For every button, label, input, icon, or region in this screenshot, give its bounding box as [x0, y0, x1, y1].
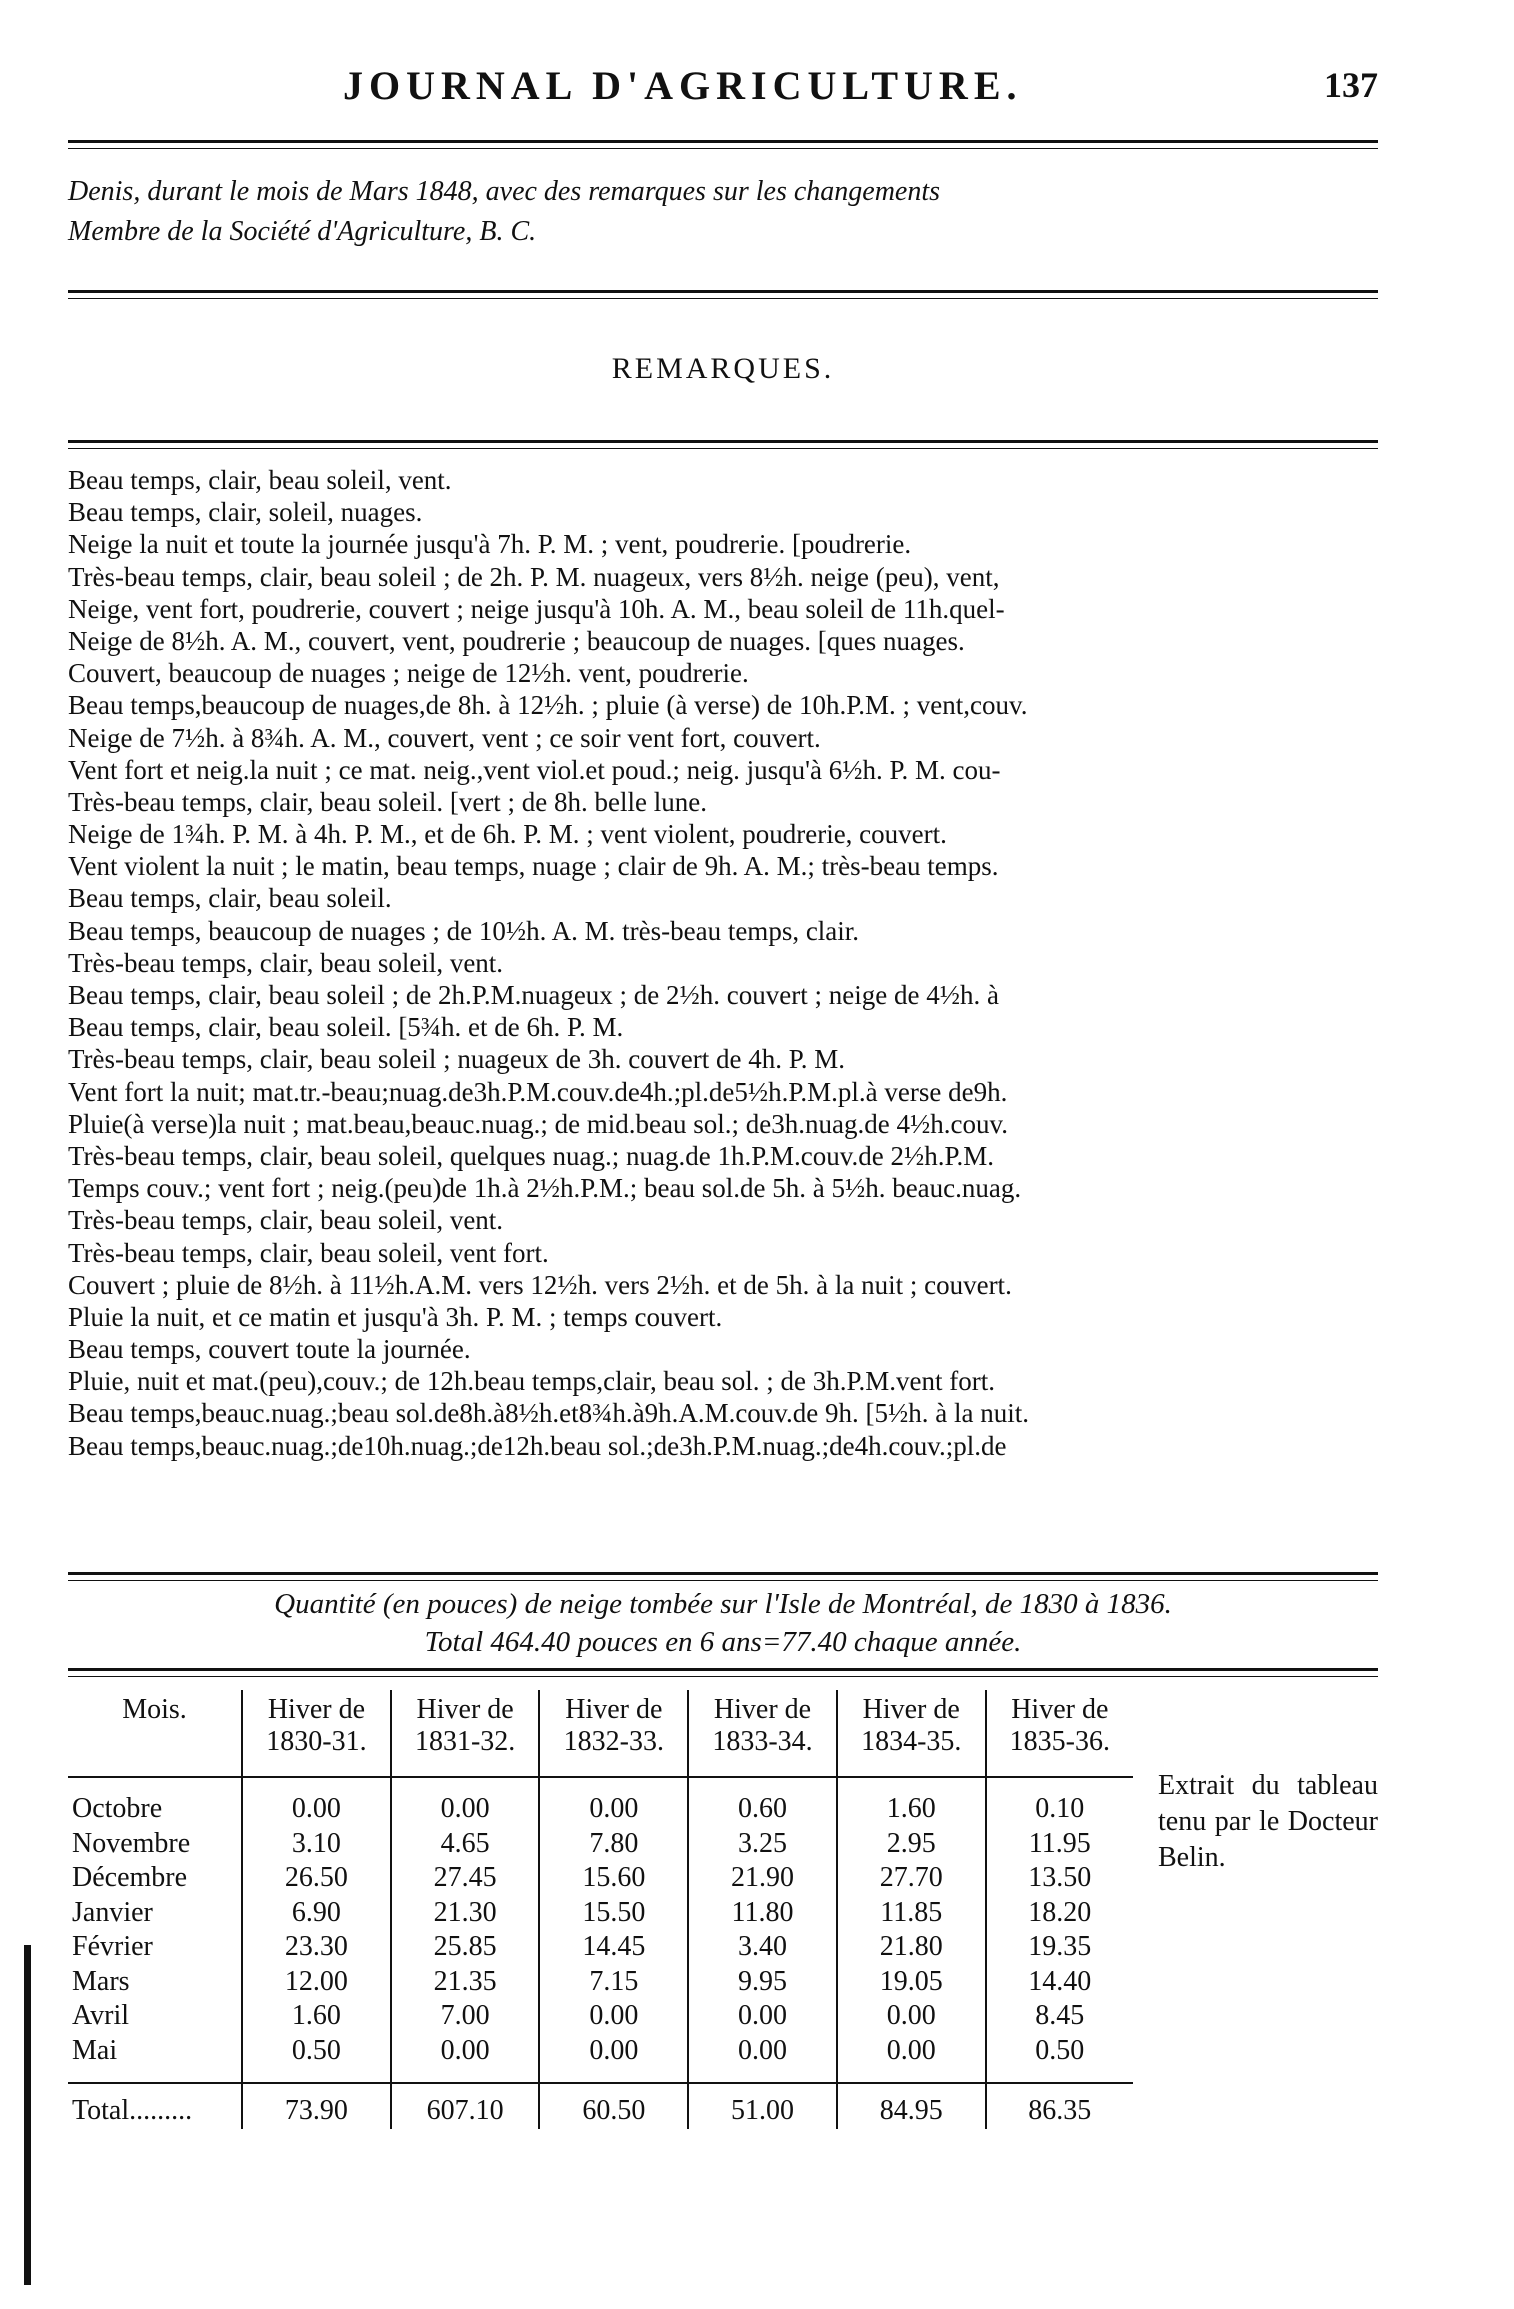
remark-line: Pluie, nuit et mat.(peu),couv.; de 12h.beau temps,clair, beau sol. ; de 3h.P.M.vent fort.: [68, 1366, 995, 1397]
snow-value-cell: 0.60: [688, 1777, 837, 1827]
remark-line: Neige de 8½h. A. M., couvert, vent, poudrerie ; beaucoup de nuages. [ques nuages.: [68, 625, 965, 656]
table-row: [68, 1930, 1133, 1965]
winter-header-label: Hiver de: [1011, 1694, 1109, 1725]
remark-line: Beau temps, clair, beau soleil, vent.: [68, 465, 452, 495]
remarques-heading: REMARQUES.: [611, 352, 835, 385]
snow-value-cell: 0.00: [539, 1999, 688, 2034]
journal-title: JOURNAL D'AGRICULTURE.: [343, 63, 1023, 108]
snow-value-cell: 0.00: [688, 2034, 837, 2084]
subtitle-line-1: Denis, durant le mois de Mars 1848, avec des remarques sur les changements: [68, 176, 941, 207]
month-header: Mois.: [68, 1690, 242, 1777]
remark-line: Couvert, beaucoup de nuages ; neige de 12½h. vent, poudrerie.: [68, 658, 749, 689]
snow-table: [68, 1690, 1133, 2129]
total-row: [68, 2083, 1133, 2129]
snow-value-cell: 0.00: [539, 2034, 688, 2084]
total-value-cell: 51.00: [688, 2083, 837, 2129]
winter-header-years: 1833-34.: [712, 1726, 813, 1757]
snow-value-cell: 7.15: [539, 1965, 688, 2000]
snow-value-cell: 0.00: [539, 1777, 688, 1827]
snow-value-cell: 25.85: [391, 1930, 540, 1965]
table-row: [68, 1999, 1133, 2034]
remark-line: Neige de 7½h. à 8¾h. A. M., couvert, vent ; ce soir vent fort, couvert.: [68, 722, 821, 753]
snow-value-cell: 0.00: [391, 2034, 540, 2084]
page-number: 137: [1324, 65, 1378, 105]
snow-value-cell: 1.60: [242, 1999, 391, 2034]
snow-value-cell: 19.35: [986, 1930, 1133, 1965]
month-cell: Février: [72, 1931, 153, 1962]
winter-column-header: [837, 1690, 986, 1777]
table-top-rule: [68, 1668, 1378, 1677]
remark-line: Neige de 1¾h. P. M. à 4h. P. M., et de 6h. P. M. ; vent violent, poudrerie, couvert.: [68, 819, 947, 850]
remark-line: Pluie(à verse)la nuit ; mat.beau,beauc.nuag.; de mid.beau sol.; de3h.nuag.de 4½h.couv.: [68, 1108, 1008, 1139]
snow-value-cell: 0.50: [242, 2034, 391, 2084]
winter-header-label: Hiver de: [565, 1694, 663, 1725]
snow-value-cell: 4.65: [391, 1827, 540, 1862]
total-value-cell: 607.10: [391, 2083, 540, 2129]
snow-value-cell: 3.25: [688, 1827, 837, 1862]
snow-value-cell: 3.40: [688, 1930, 837, 1965]
snow-value-cell: 13.50: [986, 1861, 1133, 1896]
winter-header-label: Hiver de: [862, 1694, 960, 1725]
remark-line: Vent fort la nuit; mat.tr.-beau;nuag.de3h.P.M.couv.de4h.;pl.de5½h.P.M.pl.à verse de9h.: [68, 1076, 1008, 1107]
subtitle-rule: [68, 290, 1378, 299]
month-cell: Janvier: [72, 1896, 153, 1928]
snow-value-cell: 21.80: [837, 1930, 986, 1965]
snow-value-cell: 21.30: [391, 1896, 540, 1931]
snow-table-body: [68, 1777, 1133, 2129]
snow-value-cell: 27.70: [837, 1861, 986, 1896]
winter-header-label: Hiver de: [416, 1694, 514, 1725]
winter-column-header: [986, 1690, 1133, 1777]
remark-line: Couvert ; pluie de 8½h. à 11½h.A.M. vers 12½h. vers 2½h. et de 5h. à la nuit ; couvert.: [68, 1269, 1012, 1300]
winter-header-years: 1830-31.: [266, 1726, 367, 1757]
remarques-rule: [68, 440, 1378, 449]
snow-value-cell: 6.90: [242, 1896, 391, 1931]
snow-value-cell: 0.00: [837, 1999, 986, 2034]
month-cell: Novembre: [72, 1827, 191, 1859]
remark-line: Beau temps,beauc.nuag.;beau sol.de8h.à8½h.et8¾h.à9h.A.M.couv.de 9h. [5½h. à la nuit.: [68, 1398, 1030, 1429]
remark-line: Beau temps, clair, beau soleil ; de 2h.P.M.nuageux ; de 2½h. couvert ; neige de 4½h. à: [68, 980, 999, 1010]
snow-value-cell: 2.95: [837, 1827, 986, 1862]
month-cell: Mai: [72, 2034, 118, 2066]
remark-line: Très-beau temps, clair, beau soleil, vent.: [68, 947, 504, 978]
remark-line: Temps couv.; vent fort ; neig.(peu)de 1h.à 2½h.P.M.; beau sol.de 5h. à 5½h. beauc.nuag.: [68, 1173, 1022, 1204]
snow-value-cell: 7.80: [539, 1827, 688, 1862]
header-rule: [68, 140, 1378, 149]
snow-value-cell: 26.50: [242, 1861, 391, 1896]
running-header: [68, 62, 1378, 112]
total-value-cell: 73.90: [242, 2083, 391, 2129]
remark-line: Très-beau temps, clair, beau soleil, vent.: [68, 1205, 504, 1236]
remark-line: Beau temps, couvert toute la journée.: [68, 1334, 471, 1365]
snow-value-cell: 3.10: [242, 1827, 391, 1862]
table-row: [68, 2034, 1133, 2084]
snow-value-cell: 11.85: [837, 1896, 986, 1931]
table-row: [68, 1896, 1133, 1931]
remark-line: Très-beau temps, clair, beau soleil ; nuageux de 3h. couvert de 4h. P. M.: [68, 1044, 846, 1075]
snow-value-cell: 8.45: [986, 1999, 1133, 2034]
winter-header-years: 1834-35.: [861, 1726, 962, 1757]
snow-value-cell: 11.95: [986, 1827, 1133, 1862]
snow-value-cell: 9.95: [688, 1965, 837, 2000]
snow-value-cell: 11.80: [688, 1896, 837, 1931]
winter-header-years: 1832-33.: [563, 1726, 664, 1757]
total-label: Total.........: [68, 2083, 242, 2129]
table-row: [68, 1777, 1133, 1827]
winter-column-header: [539, 1690, 688, 1777]
remarks-end-rule: [68, 1572, 1378, 1581]
snow-value-cell: 21.35: [391, 1965, 540, 2000]
remark-line: Très-beau temps, clair, beau soleil, quelques nuag.; nuag.de 1h.P.M.couv.de 2½h.P.M.: [68, 1140, 995, 1171]
snow-value-cell: 19.05: [837, 1965, 986, 2000]
month-cell: Décembre: [72, 1862, 188, 1893]
snow-value-cell: 0.00: [837, 2034, 986, 2084]
snow-value-cell: 14.45: [539, 1930, 688, 1965]
table-row: [68, 1827, 1133, 1862]
snow-value-cell: 1.60: [837, 1777, 986, 1827]
total-value-cell: 84.95: [837, 2083, 986, 2129]
snow-value-cell: 18.20: [986, 1896, 1133, 1931]
snow-value-cell: 12.00: [242, 1965, 391, 2000]
month-cell: Mars: [72, 1965, 130, 1997]
remark-line: Beau temps, beaucoup de nuages ; de 10½h. A. M. très-beau temps, clair.: [68, 915, 860, 946]
margin-mark: [24, 1945, 31, 2285]
remark-line: Neige, vent fort, poudrerie, couvert ; neige jusqu'à 10h. A. M., beau soleil de 11h.quel-: [68, 593, 1005, 624]
snow-value-cell: 15.60: [539, 1861, 688, 1896]
remarks-list: [68, 464, 1388, 1462]
total-value-cell: 86.35: [986, 2083, 1133, 2129]
snow-value-cell: 14.40: [986, 1965, 1133, 2000]
table-row: [68, 1965, 1133, 2000]
winter-header-label: Hiver de: [267, 1694, 365, 1725]
remark-line: Pluie la nuit, et ce matin et jusqu'à 3h. P. M. ; temps couvert.: [68, 1301, 723, 1332]
month-cell: Avril: [72, 2000, 130, 2031]
snow-value-cell: 21.90: [688, 1861, 837, 1896]
month-cell: Octobre: [72, 1793, 163, 1824]
extract-note: Extrait du tableau tenu par le Docteur Belin.: [1158, 1770, 1378, 1873]
remark-line: Très-beau temps, clair, beau soleil. [vert ; de 8h. belle lune.: [68, 786, 707, 817]
winter-column-header: [688, 1690, 837, 1777]
snow-value-cell: 0.00: [242, 1777, 391, 1827]
winter-column-header: [242, 1690, 391, 1777]
journal-page: [68, 0, 1378, 2309]
snow-value-cell: 15.50: [539, 1896, 688, 1931]
winter-header-years: 1831-32.: [414, 1726, 516, 1757]
remark-line: Vent fort et neig.la nuit ; ce mat. neig.,vent viol.et poud.; neig. jusqu'à 6½h. P. M. cou-: [68, 754, 1001, 785]
remark-line: Beau temps, clair, soleil, nuages.: [68, 497, 423, 528]
snow-value-cell: 0.00: [688, 1999, 837, 2034]
remark-line: Neige la nuit et toute la journée jusqu'à 7h. P. M. ; vent, poudrerie. [poudrerie.: [68, 529, 912, 560]
quantity-line-2: Total 464.40 pouces en 6 ans=77.40 chaque année.: [424, 1626, 1022, 1658]
snow-value-cell: 0.50: [986, 2034, 1133, 2084]
winter-header-years: 1835-36.: [1009, 1726, 1110, 1757]
snow-table-header-row: [68, 1690, 1133, 1777]
snow-value-cell: 0.10: [986, 1777, 1133, 1827]
subtitle-line-2: Membre de la Société d'Agriculture, B. C.: [68, 216, 537, 247]
quantity-line-1: Quantité (en pouces) de neige tombée sur l'Isle de Montréal, de 1830 à 1836.: [274, 1588, 1172, 1620]
winter-column-header: [391, 1690, 540, 1777]
remark-line: Beau temps, clair, beau soleil.: [68, 883, 392, 914]
snow-value-cell: 27.45: [391, 1861, 540, 1896]
total-value-cell: 60.50: [539, 2083, 688, 2129]
remark-line: Vent violent la nuit ; le matin, beau temps, nuage ; clair de 9h. A. M.; très-beau temps.: [68, 851, 999, 882]
table-row: [68, 1861, 1133, 1896]
remark-line: Beau temps,beauc.nuag.;de10h.nuag.;de12h.beau sol.;de3h.P.M.nuag.;de4h.couv.;pl.de: [68, 1430, 1007, 1461]
remark-line: Très-beau temps, clair, beau soleil, vent fort.: [68, 1237, 549, 1268]
snow-value-cell: 7.00: [391, 1999, 540, 2034]
remark-line: Beau temps, clair, beau soleil. [5¾h. et de 6h. P. M.: [68, 1012, 624, 1043]
remark-line: Beau temps,beaucoup de nuages,de 8h. à 12½h. ; pluie (à verse) de 10h.P.M. ; vent,couv.: [68, 690, 1028, 721]
table-subtitle: [68, 172, 1378, 252]
snow-value-cell: 0.00: [391, 1777, 540, 1827]
snow-value-cell: 23.30: [242, 1930, 391, 1965]
snow-quantity-caption: [68, 1585, 1378, 1661]
winter-header-label: Hiver de: [713, 1694, 812, 1725]
remark-line: Très-beau temps, clair, beau soleil ; de 2h. P. M. nuageux, vers 8½h. neige (peu), vent,: [68, 561, 1000, 592]
